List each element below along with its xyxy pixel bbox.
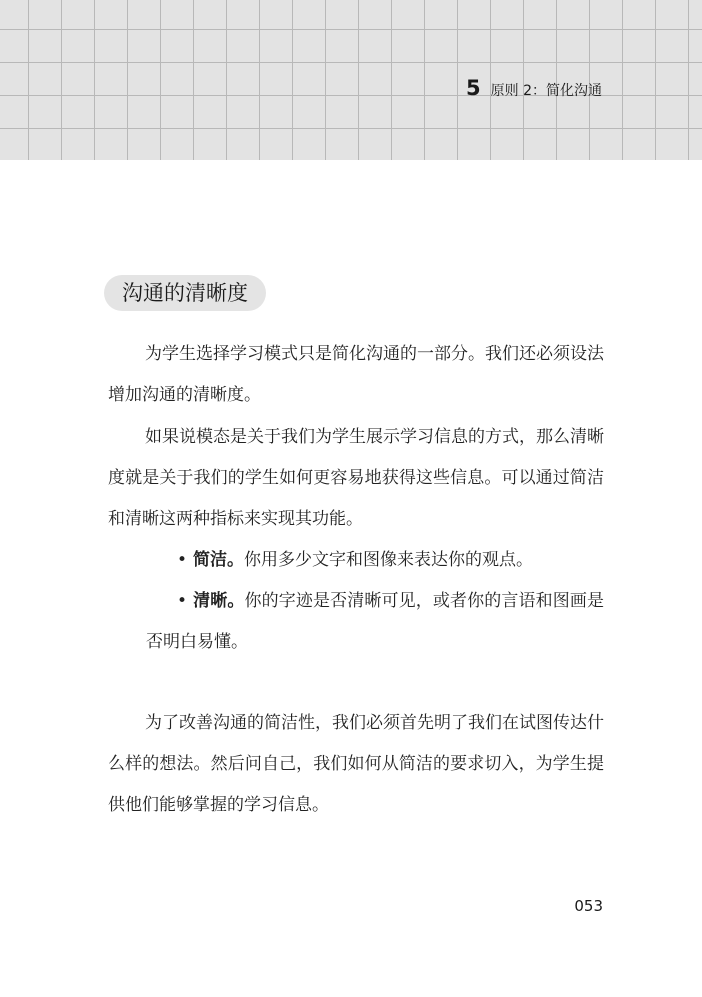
header-grid-band (0, 0, 702, 160)
bullet-marker: • (177, 550, 188, 570)
chapter-title: 原则 2：简化沟通 (490, 83, 602, 99)
bullet-item (146, 581, 604, 663)
section-title: 沟通的清晰度 (104, 275, 266, 311)
bullet-marker: • (177, 591, 188, 611)
bullet-item (146, 540, 635, 581)
paragraph: 为了改善沟通的简洁性，我们必须首先明了我们在试图传达什么样的想法。然后问自己，我们如何从简洁的要求切入，为学生提供他们能够掌握的学习信息。 (108, 713, 604, 815)
paragraph: 如果说模态是关于我们为学生展示学习信息的方式，那么清晰度就是关于我们的学生如何更容易地获得这些信息。可以通过简洁和清晰这两种指标来实现其功能。 (108, 427, 604, 529)
bullet-text: 你用多少文字和图像来表达你的观点。 (244, 550, 534, 570)
paragraph: 为学生选择学习模式只是简化沟通的一部分。我们还必须设法增加沟通的清晰度。 (108, 344, 604, 405)
bullet-text: 你的字迹是否清晰可见，或者你的言语和图画是否明白易懂。 (146, 591, 605, 652)
page-number: 053 (574, 897, 603, 915)
running-header (466, 76, 602, 100)
chapter-number: 5 (466, 76, 481, 100)
bullet-term: 简洁。 (193, 550, 245, 570)
bullet-term: 清晰。 (193, 591, 245, 611)
